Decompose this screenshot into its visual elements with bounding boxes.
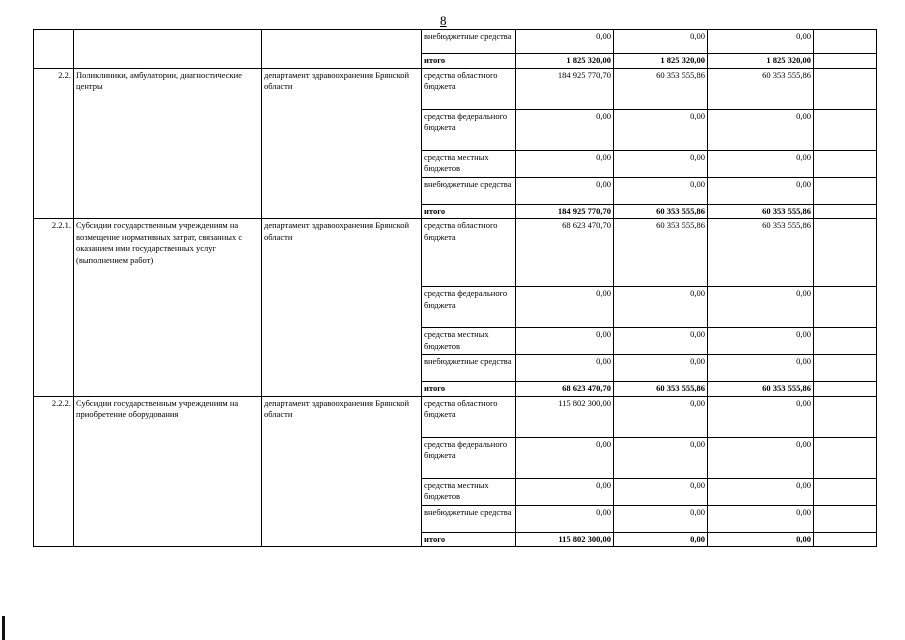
- cell-source: итого: [422, 382, 516, 397]
- cell-v3: 1 825 320,00: [708, 54, 814, 69]
- cell-v2: 0,00: [614, 150, 708, 177]
- cell-source: средства местных бюджетов: [422, 478, 516, 505]
- cell-v1: 1 825 320,00: [516, 54, 614, 69]
- cell-executor: департамент здравоохранения Брянской области: [262, 396, 422, 547]
- table-row: [34, 68, 877, 109]
- cell-num: 2.2.: [34, 68, 74, 219]
- cell-empty: [814, 287, 877, 328]
- cell-empty: [814, 150, 877, 177]
- cell-num: 2.2.1.: [34, 219, 74, 397]
- cell-v3: 60 353 555,86: [708, 219, 814, 287]
- cell-v2: 60 353 555,86: [614, 68, 708, 109]
- cell-source: итого: [422, 532, 516, 547]
- cell-v1: 115 802 300,00: [516, 532, 614, 547]
- cell-source: внебюджетные средства: [422, 177, 516, 204]
- cell-empty: [814, 109, 877, 150]
- cell-num: [34, 30, 74, 69]
- cell-v1: 0,00: [516, 437, 614, 478]
- cell-source: средства федерального бюджета: [422, 287, 516, 328]
- cell-empty: [814, 396, 877, 437]
- cell-v1: 0,00: [516, 505, 614, 532]
- cell-source: средства областного бюджета: [422, 396, 516, 437]
- cell-v1: 184 925 770,70: [516, 68, 614, 109]
- cell-empty: [814, 68, 877, 109]
- scan-edge-mark: [2, 616, 5, 640]
- cell-empty: [814, 177, 877, 204]
- table-row: [34, 219, 877, 287]
- cell-source: средства местных бюджетов: [422, 328, 516, 355]
- cell-empty: [814, 204, 877, 219]
- cell-v3: 0,00: [708, 109, 814, 150]
- cell-v3: 0,00: [708, 505, 814, 532]
- cell-source: внебюджетные средства: [422, 30, 516, 54]
- cell-v3: 0,00: [708, 532, 814, 547]
- budget-table-body: [34, 30, 877, 547]
- cell-v3: 0,00: [708, 177, 814, 204]
- cell-empty: [814, 478, 877, 505]
- cell-v2: 0,00: [614, 532, 708, 547]
- cell-empty: [814, 505, 877, 532]
- cell-v3: 0,00: [708, 355, 814, 382]
- cell-empty: [814, 532, 877, 547]
- cell-empty: [814, 355, 877, 382]
- cell-v3: 0,00: [708, 478, 814, 505]
- cell-source: средства федерального бюджета: [422, 437, 516, 478]
- cell-empty: [814, 219, 877, 287]
- cell-v1: 115 802 300,00: [516, 396, 614, 437]
- cell-v3: 0,00: [708, 396, 814, 437]
- cell-v1: 184 925 770,70: [516, 204, 614, 219]
- cell-empty: [814, 382, 877, 397]
- cell-executor: департамент здравоохранения Брянской области: [262, 68, 422, 219]
- cell-v1: 0,00: [516, 30, 614, 54]
- cell-v1: 0,00: [516, 177, 614, 204]
- cell-empty: [814, 437, 877, 478]
- cell-v3: 0,00: [708, 150, 814, 177]
- cell-v3: 60 353 555,86: [708, 68, 814, 109]
- cell-source: средства областного бюджета: [422, 68, 516, 109]
- cell-v2: 0,00: [614, 328, 708, 355]
- cell-v2: 0,00: [614, 478, 708, 505]
- cell-v3: 0,00: [708, 287, 814, 328]
- table-row: [34, 396, 877, 437]
- cell-source: средства областного бюджета: [422, 219, 516, 287]
- cell-source: итого: [422, 54, 516, 69]
- cell-v1: 0,00: [516, 355, 614, 382]
- cell-source: средства федерального бюджета: [422, 109, 516, 150]
- table-row: [34, 30, 877, 54]
- cell-v2: 1 825 320,00: [614, 54, 708, 69]
- cell-v1: 68 623 470,70: [516, 382, 614, 397]
- budget-table: [33, 29, 877, 547]
- cell-v2: 0,00: [614, 30, 708, 54]
- cell-source: внебюджетные средства: [422, 505, 516, 532]
- cell-v1: 0,00: [516, 109, 614, 150]
- cell-empty: [814, 54, 877, 69]
- cell-v2: 0,00: [614, 177, 708, 204]
- cell-v3: 60 353 555,86: [708, 382, 814, 397]
- cell-v1: 0,00: [516, 287, 614, 328]
- cell-v1: 0,00: [516, 478, 614, 505]
- cell-name: [74, 30, 262, 69]
- cell-v2: 0,00: [614, 287, 708, 328]
- cell-v1: 0,00: [516, 328, 614, 355]
- cell-name: Субсидии государственным учреждениям на приобретение оборудования: [74, 396, 262, 547]
- cell-v2: 0,00: [614, 109, 708, 150]
- cell-empty: [814, 30, 877, 54]
- cell-v3: 0,00: [708, 30, 814, 54]
- page-number: 8: [440, 13, 447, 28]
- cell-name: Поликлиники, амбулатории, диагностические центры: [74, 68, 262, 219]
- cell-v3: 0,00: [708, 437, 814, 478]
- cell-source: внебюджетные средства: [422, 355, 516, 382]
- cell-v2: 60 353 555,86: [614, 204, 708, 219]
- cell-v3: 60 353 555,86: [708, 204, 814, 219]
- cell-empty: [814, 328, 877, 355]
- cell-name: Субсидии государственным учреждениям на возмещение нормативных затрат, связанных с оказанием ими государственных услуг (выполнением работ): [74, 219, 262, 397]
- cell-executor: [262, 30, 422, 69]
- cell-v2: 0,00: [614, 355, 708, 382]
- cell-v1: 0,00: [516, 150, 614, 177]
- cell-v2: 60 353 555,86: [614, 382, 708, 397]
- cell-source: средства местных бюджетов: [422, 150, 516, 177]
- cell-v2: 0,00: [614, 396, 708, 437]
- cell-executor: департамент здравоохранения Брянской области: [262, 219, 422, 397]
- cell-source: итого: [422, 204, 516, 219]
- cell-v2: 60 353 555,86: [614, 219, 708, 287]
- cell-num: 2.2.2.: [34, 396, 74, 547]
- cell-v2: 0,00: [614, 505, 708, 532]
- cell-v1: 68 623 470,70: [516, 219, 614, 287]
- cell-v3: 0,00: [708, 328, 814, 355]
- cell-v2: 0,00: [614, 437, 708, 478]
